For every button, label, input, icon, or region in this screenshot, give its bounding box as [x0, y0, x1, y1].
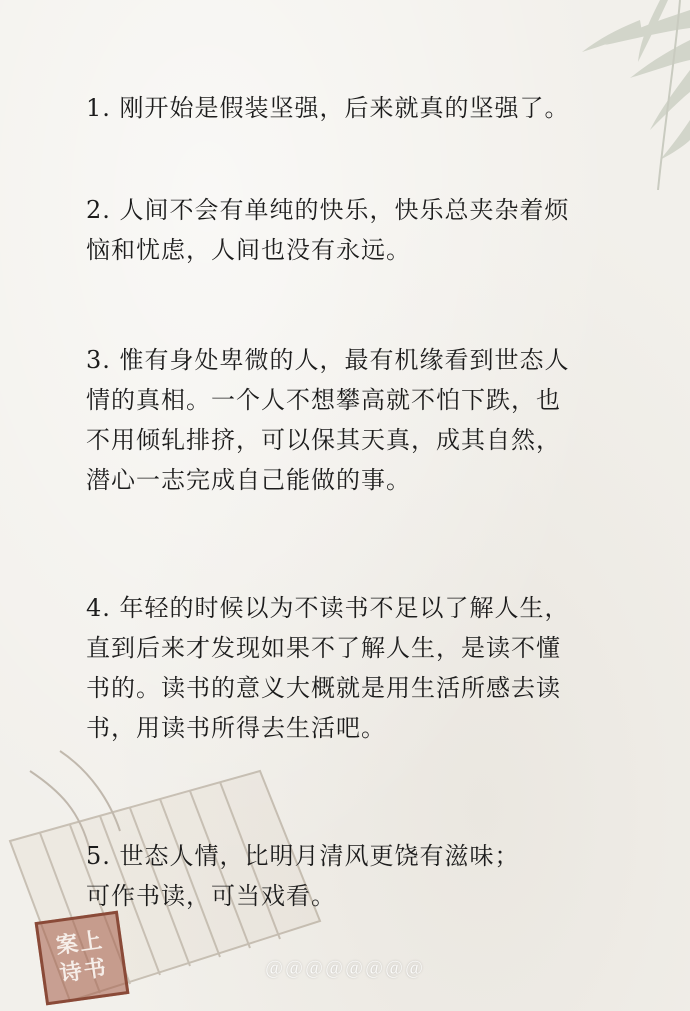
watermark: ＠＠＠＠＠＠＠＠ [265, 959, 425, 980]
quote-line: 2. 人间不会有单纯的快乐，快乐总夹杂着烦 [86, 196, 570, 224]
quote-line: 书，用读书所得去生活吧。 [86, 714, 386, 742]
quote-line: 情的真相。一个人不想攀高就不怕下跌，也 [86, 386, 561, 414]
quote-line: 4. 年轻的时候以为不读书不足以了解人生， [86, 594, 570, 622]
quote-paragraph-4 [86, 588, 570, 748]
quote-line: 书的。读书的意义大概就是用生活所感去读 [86, 674, 561, 702]
quote-line: 恼和忧虑，人间也没有永远。 [86, 236, 411, 264]
quote-line: 潜心一志完成自己能做的事。 [86, 466, 411, 494]
quote-line: 1. 刚开始是假装坚强，后来就真的坚强了。 [86, 94, 570, 122]
quote-paragraph-3 [86, 340, 570, 500]
quote-paragraph-5 [86, 836, 520, 916]
quote-line: 可作书读，可当戏看。 [86, 882, 336, 910]
quote-line: 直到后来才发现如果不了解人生，是读不懂 [86, 634, 561, 662]
quote-paragraph-2 [86, 190, 570, 270]
quote-line: 3. 惟有身处卑微的人，最有机缘看到世态人 [86, 346, 570, 374]
quote-paragraph-1 [86, 88, 570, 128]
quote-line: 5. 世态人情，比明月清风更饶有滋味； [86, 842, 520, 870]
seal-line-2: 诗书 [58, 955, 110, 988]
seal-line-1: 案上 [54, 927, 106, 960]
quote-line: 不用倾轧排挤，可以保其天真，成其自然， [86, 426, 561, 454]
